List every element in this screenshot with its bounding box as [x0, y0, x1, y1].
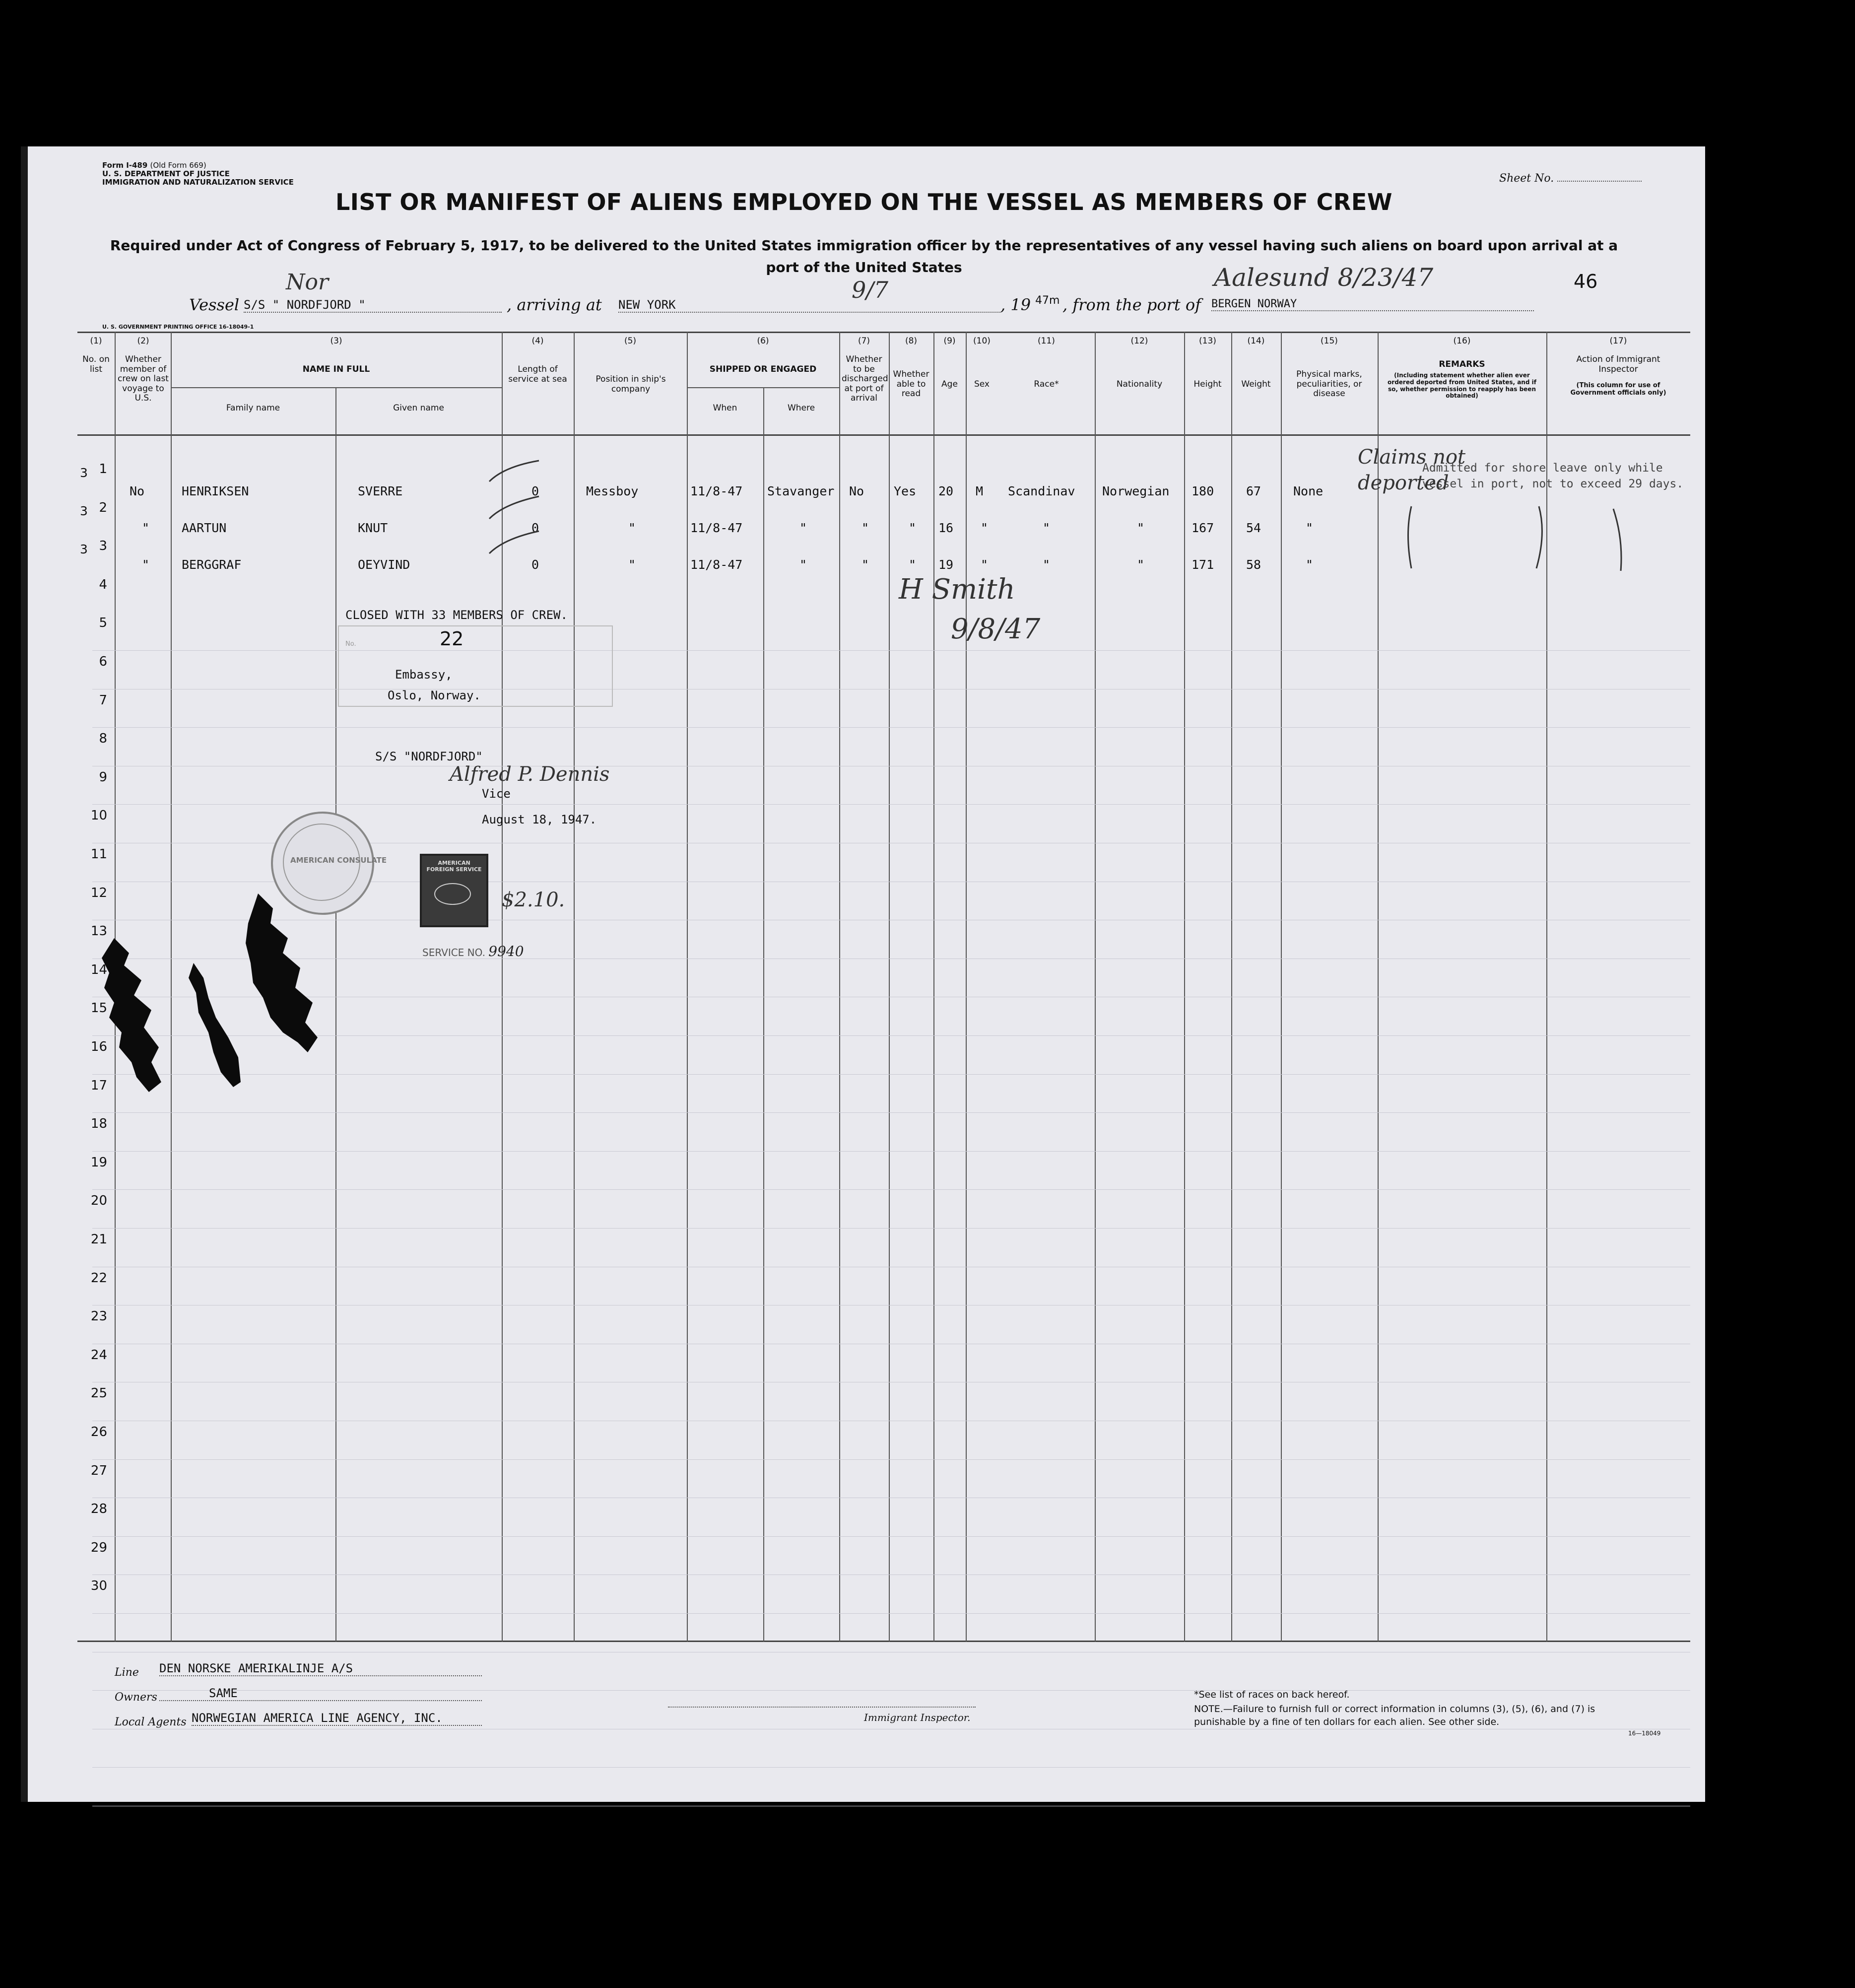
year-value: 47m [1035, 294, 1060, 307]
nationality-cell: Norwegian [1102, 484, 1170, 498]
col-5-num: (5) [624, 336, 637, 346]
col-3-label: NAME IN FULL [302, 364, 370, 374]
physical-marks-cell: " [1306, 557, 1314, 572]
col-4-num: (4) [531, 336, 544, 346]
race-cell: " [1043, 521, 1051, 535]
physical-marks-cell: None [1293, 484, 1324, 498]
service-length-cell: 0 [531, 557, 539, 572]
physical-marks-cell: " [1306, 521, 1314, 535]
col-15-num: (15) [1321, 336, 1338, 346]
consul-signature: Alfred P. Dennis [450, 763, 610, 786]
department: U. S. DEPARTMENT OF JUSTICE [102, 169, 230, 178]
row-number: 11 [90, 847, 107, 862]
able-to-read-cell: Yes [894, 484, 917, 498]
row-number: 28 [90, 1502, 107, 1517]
discharged-cell: No [849, 484, 864, 498]
col-14-label: Weight [1241, 379, 1271, 389]
col-12-label: Nationality [1116, 379, 1163, 389]
vessel-flag: Nor [286, 270, 329, 295]
from-port-label: , from the port of [1062, 295, 1201, 314]
embassy: Embassy, [395, 668, 453, 682]
col-16-label: REMARKS [1439, 359, 1485, 369]
year-label: , 19 [1000, 295, 1031, 314]
consular-no-label: No. [345, 640, 356, 648]
col-15-label: Physical marks, peculiarities, or disease [1296, 369, 1362, 399]
certification-date: August 18, 1947. [482, 813, 597, 826]
row-number: 7 [99, 692, 107, 708]
sex-cell: " [981, 557, 989, 572]
row-margin-mark: 3 [80, 466, 88, 480]
col-1-label: No. on list [82, 354, 110, 374]
position-cell: " [628, 557, 636, 572]
height-cell: 171 [1192, 557, 1214, 572]
col-17-label: Action of Immigrant Inspector [1576, 354, 1660, 374]
race-note: *See list of races on back hereof. [1194, 1689, 1350, 1700]
fee-stamp-text: AMERICAN FOREIGN SERVICE [426, 860, 482, 873]
race-cell: " [1043, 557, 1051, 572]
able-to-read-cell: " [909, 521, 917, 535]
form-code: 16—18049 [1628, 1730, 1661, 1737]
when-header: When [713, 403, 737, 413]
consular-vessel: S/S "NORDFJORD" [375, 750, 483, 763]
nationality-cell: " [1137, 557, 1145, 572]
shipped-when-cell: 11/8-47 [690, 557, 743, 572]
row-number: 4 [99, 577, 107, 592]
col-7-label: Whether to be discharged at port of arrival [842, 354, 888, 404]
shipped-when-cell: 11/8-47 [690, 484, 743, 498]
sheet-number: Sheet No. [1499, 172, 1642, 185]
family-name-cell: BERGGRAF [182, 557, 242, 572]
row-number: 6 [99, 654, 107, 669]
col-13-num: (13) [1199, 336, 1216, 346]
agents-value: NORWEGIAN AMERICA LINE AGENCY, INC. [192, 1711, 482, 1726]
row-number: 21 [90, 1232, 107, 1247]
col-8-label: Whether able to read [893, 369, 929, 399]
row-number: 3 [99, 539, 107, 554]
row-number: 17 [90, 1078, 107, 1093]
col-6-num: (6) [757, 336, 769, 346]
row-number: 10 [90, 808, 107, 823]
owners-value: SAME [159, 1686, 482, 1701]
page-subtitle: Required under Act of Congress of February 5, 1917, to be delivered to the United States immigration officer by the representatives of any vessel having such aliens on board upon arrival at a port of the United States [110, 237, 1618, 275]
col-1-num: (1) [90, 336, 102, 346]
row-number: 18 [90, 1116, 107, 1132]
row-number: 8 [99, 731, 107, 747]
last-voyage-cell: " [142, 557, 150, 572]
age-cell: 16 [938, 521, 954, 535]
col-10-num: (10) [973, 336, 991, 346]
able-to-read-cell: " [909, 557, 917, 572]
service-number: SERVICE NO. 9940 [422, 943, 524, 960]
service-length-cell: 0 [531, 484, 539, 498]
closed-statement: CLOSED WITH 33 MEMBERS OF CREW. [345, 608, 568, 622]
vessel-label: Vessel [189, 295, 240, 314]
col-9-label: Age [941, 379, 958, 389]
col-13-label: Height [1193, 379, 1222, 389]
height-cell: 167 [1192, 521, 1214, 535]
row-margin-mark: 3 [80, 542, 88, 556]
col-12-num: (12) [1130, 336, 1148, 346]
from-port: BERGEN NORWAY [1211, 298, 1534, 311]
col-7-num: (7) [858, 336, 870, 346]
row-number: 9 [99, 769, 107, 785]
port-note-handwritten: Aalesund 8/23/47 [1214, 263, 1434, 292]
arriving-port: NEW YORK [618, 298, 1000, 313]
arrival-date: 9/7 [852, 276, 889, 303]
last-voyage-cell: No [130, 484, 145, 498]
race-cell: Scandinav [1008, 484, 1075, 498]
given-name-header: Given name [393, 403, 444, 413]
row-number: 27 [90, 1463, 107, 1478]
printing-office: U. S. GOVERNMENT PRINTING OFFICE 16-18049-1 [102, 324, 254, 330]
given-name-cell: KNUT [358, 521, 388, 535]
consular-seal: AMERICAN CONSULATE [271, 812, 374, 915]
sex-cell: M [976, 484, 984, 498]
family-name-cell: HENRIKSEN [182, 484, 249, 498]
discharged-cell: " [861, 557, 869, 572]
col-16-num: (16) [1453, 336, 1471, 346]
row-number: 24 [90, 1347, 107, 1363]
family-name-cell: AARTUN [182, 521, 227, 535]
row-number: 20 [90, 1193, 107, 1209]
position-cell: Messboy [586, 484, 639, 498]
where-header: Where [787, 403, 815, 413]
row-number: 26 [90, 1425, 107, 1440]
col-6-label: SHIPPED OR ENGAGED [709, 364, 817, 374]
age-cell: 20 [938, 484, 954, 498]
shipped-when-cell: 11/8-47 [690, 521, 743, 535]
given-name-cell: SVERRE [358, 484, 403, 498]
row-number: 12 [90, 885, 107, 900]
col-8-num: (8) [905, 336, 918, 346]
inspector-signature-date: 9/8/47 [951, 613, 1041, 645]
stamp-number: 22 [440, 628, 464, 650]
row-number: 19 [90, 1155, 107, 1170]
page-number: 46 [1574, 271, 1598, 292]
old-form-number: (Old Form 669) [150, 161, 206, 170]
row-number: 15 [90, 1001, 107, 1016]
col-2-num: (2) [137, 336, 149, 346]
col-11-label: Race* [1034, 379, 1059, 389]
row-number: 13 [90, 924, 107, 939]
embassy-location: Oslo, Norway. [388, 688, 481, 702]
arriving-label: , arriving at [507, 295, 602, 314]
weight-cell: 67 [1246, 484, 1261, 498]
vessel-name: S/S " NORDFJORD " [244, 298, 502, 313]
row-number: 25 [90, 1386, 107, 1401]
remarks-note: (Including statement whether alien ever ordered deported from United States, and if so, whether permission to reapply has been obtained) [1388, 372, 1536, 400]
line-label: Line [115, 1666, 139, 1679]
row-number: 16 [90, 1039, 107, 1054]
age-cell: 19 [938, 557, 954, 572]
line-value: DEN NORSKE AMERIKALINJE A/S [159, 1661, 482, 1676]
col-3-num: (3) [330, 336, 342, 346]
row-number: 5 [99, 616, 107, 631]
fee-amount: $2.10. [502, 889, 565, 911]
discharged-cell: " [861, 521, 869, 535]
weight-cell: 54 [1246, 521, 1261, 535]
row-number: 22 [90, 1270, 107, 1286]
col-2-label: Whether member of crew on last voyage to U.S. [118, 354, 169, 404]
row-number: 30 [90, 1578, 107, 1594]
col-5-label: Position in ship's company [596, 374, 666, 394]
consul-title: Vice [482, 787, 511, 801]
remarks-handwritten: Claims not deported [1358, 446, 1466, 494]
last-voyage-cell: " [142, 521, 150, 535]
row-number: 1 [99, 462, 107, 477]
sex-cell: " [981, 521, 989, 535]
inspector-signature: H Smith [899, 573, 1015, 606]
agents-label: Local Agents [115, 1716, 187, 1728]
form-number: Form I-489 [102, 161, 148, 170]
col-4-label: Length of service at sea [508, 364, 567, 384]
col-11-num: (11) [1038, 336, 1055, 346]
col-9-num: (9) [943, 336, 956, 346]
shipped-where-cell: " [799, 557, 807, 572]
row-margin-mark: 3 [80, 504, 88, 518]
given-name-cell: OEYVIND [358, 557, 410, 572]
shipped-where-cell: Stavanger [767, 484, 835, 498]
remarks-typed: Admitted for shore leave only while vessel in port, not to exceed 29 days. [1422, 462, 1684, 490]
row-number: 2 [99, 500, 107, 515]
nationality-cell: " [1137, 521, 1145, 535]
service-length-cell: 0 [531, 521, 539, 535]
weight-cell: 58 [1246, 557, 1261, 572]
inspector-label: Immigrant Inspector. [864, 1712, 971, 1723]
family-name-header: Family name [226, 403, 280, 413]
fine-note: NOTE.—Failure to furnish full or correct information in columns (3), (5), (6), and (7) is punishable by a fine of ten dollars for each alien. See other side. [1194, 1704, 1595, 1727]
shipped-where-cell: " [799, 521, 807, 535]
col-14-num: (14) [1247, 336, 1265, 346]
service-name: IMMIGRATION AND NATURALIZATION SERVICE [102, 178, 294, 187]
page-title: LIST OR MANIFEST OF ALIENS EMPLOYED ON THE VESSEL AS MEMBERS OF CREW [335, 189, 1392, 215]
row-number: 23 [90, 1309, 107, 1324]
owners-label: Owners [115, 1691, 157, 1704]
col-17-num: (17) [1609, 336, 1627, 346]
position-cell: " [628, 521, 636, 535]
height-cell: 180 [1192, 484, 1214, 498]
inspector-note: (This column for use of Government officials only) [1570, 382, 1666, 397]
col-10-label: Sex [974, 379, 990, 389]
row-number: 29 [90, 1540, 107, 1555]
row-number: 14 [90, 962, 107, 977]
